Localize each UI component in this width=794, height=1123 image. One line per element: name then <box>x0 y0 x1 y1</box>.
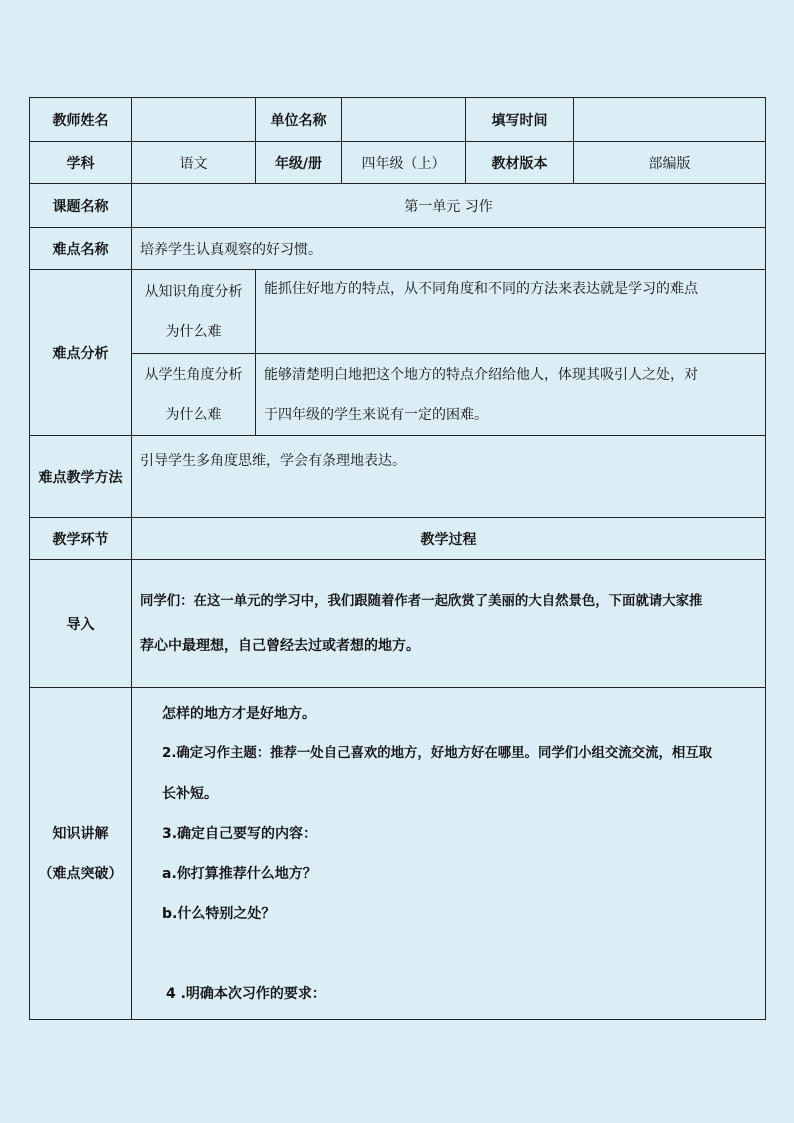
intro-content <box>132 560 766 688</box>
knowledge-row <box>30 688 766 1020</box>
analysis-knowledge-row <box>30 270 766 354</box>
process-header-row <box>30 518 766 560</box>
knowledge-reason: 能抓住好地方的特点，从不同角度和不同的方法来表达就是学习的难点 <box>256 270 766 354</box>
knowledge-label-line2: （难点突破） <box>38 865 123 882</box>
knowledge-line6: b.什么特别之处？ <box>162 906 276 922</box>
unit-name-label: 单位名称 <box>256 98 342 142</box>
process-label: 教学过程 <box>132 518 766 560</box>
knowledge-label <box>30 688 132 1020</box>
lesson-title-row <box>30 184 766 228</box>
lesson-plan-page <box>29 97 765 1020</box>
knowledge-content <box>132 688 766 1020</box>
subject-value: 语文 <box>132 142 256 184</box>
knowledge-angle-label <box>132 270 256 354</box>
grade-value: 四年级（上） <box>342 142 466 184</box>
lesson-plan-table <box>29 97 766 1020</box>
intro-label: 导入 <box>30 560 132 688</box>
textbook-label: 教材版本 <box>466 142 574 184</box>
knowledge-line1: 怎样的地方才是好地方。 <box>162 706 316 722</box>
lesson-title-value: 第一单元 习作 <box>132 184 766 228</box>
grade-label: 年级/册 <box>256 142 342 184</box>
stage-label: 教学环节 <box>30 518 132 560</box>
intro-line1: 同学们：在这一单元的学习中，我们跟随着作者一起欣赏了美丽的大自然景色，下面就请大家推 <box>140 593 703 609</box>
knowledge-line5: a.你打算推荐什么地方？ <box>162 866 317 882</box>
header-row-1 <box>30 98 766 142</box>
knowledge-line3: 长补短。 <box>162 786 218 802</box>
knowledge-spacer <box>140 934 757 974</box>
difficulty-row <box>30 228 766 270</box>
unit-name-value[interactable] <box>342 98 466 142</box>
student-angle-label <box>132 354 256 436</box>
fill-time-label: 填写时间 <box>466 98 574 142</box>
student-reason-line2: 于四年级的学生来说有一定的困难。 <box>264 406 488 423</box>
method-value: 引导学生多角度思维，学会有条理地表达。 <box>132 436 766 518</box>
teacher-name-value[interactable] <box>132 98 256 142</box>
header-row-2 <box>30 142 766 184</box>
subject-label: 学科 <box>30 142 132 184</box>
student-angle-line1: 从学生角度分析 <box>144 366 243 383</box>
method-label: 难点教学方法 <box>30 436 132 518</box>
knowledge-angle-line1: 从知识角度分析 <box>144 283 243 300</box>
knowledge-label-line1: 知识讲解 <box>52 825 109 842</box>
difficulty-label: 难点名称 <box>30 228 132 270</box>
analysis-label: 难点分析 <box>30 270 132 436</box>
analysis-student-row <box>30 354 766 436</box>
intro-row <box>30 560 766 688</box>
intro-line2: 荐心中最理想，自己曾经去过或者想的地方。 <box>140 637 420 654</box>
student-reason-line1: 能够清楚明白地把这个地方的特点介绍给他人，体现其吸引人之处，对 <box>264 366 698 383</box>
student-angle-line2: 为什么难 <box>165 406 222 423</box>
knowledge-line4: 3.确定自己要写的内容： <box>162 826 318 842</box>
fill-time-value[interactable] <box>574 98 766 142</box>
teacher-name-label: 教师姓名 <box>30 98 132 142</box>
lesson-title-label: 课题名称 <box>30 184 132 228</box>
knowledge-angle-line2: 为什么难 <box>165 323 222 340</box>
method-row <box>30 436 766 518</box>
textbook-value: 部编版 <box>574 142 766 184</box>
knowledge-line7: 4 .明确本次习作的要求： <box>166 986 326 1002</box>
knowledge-line2: 2.确定习作主题：推荐一处自己喜欢的地方，好地方好在哪里。同学们小组交流交流，相互取 <box>162 746 713 761</box>
student-reason <box>256 354 766 436</box>
difficulty-value: 培养学生认真观察的好习惯。 <box>132 228 766 270</box>
